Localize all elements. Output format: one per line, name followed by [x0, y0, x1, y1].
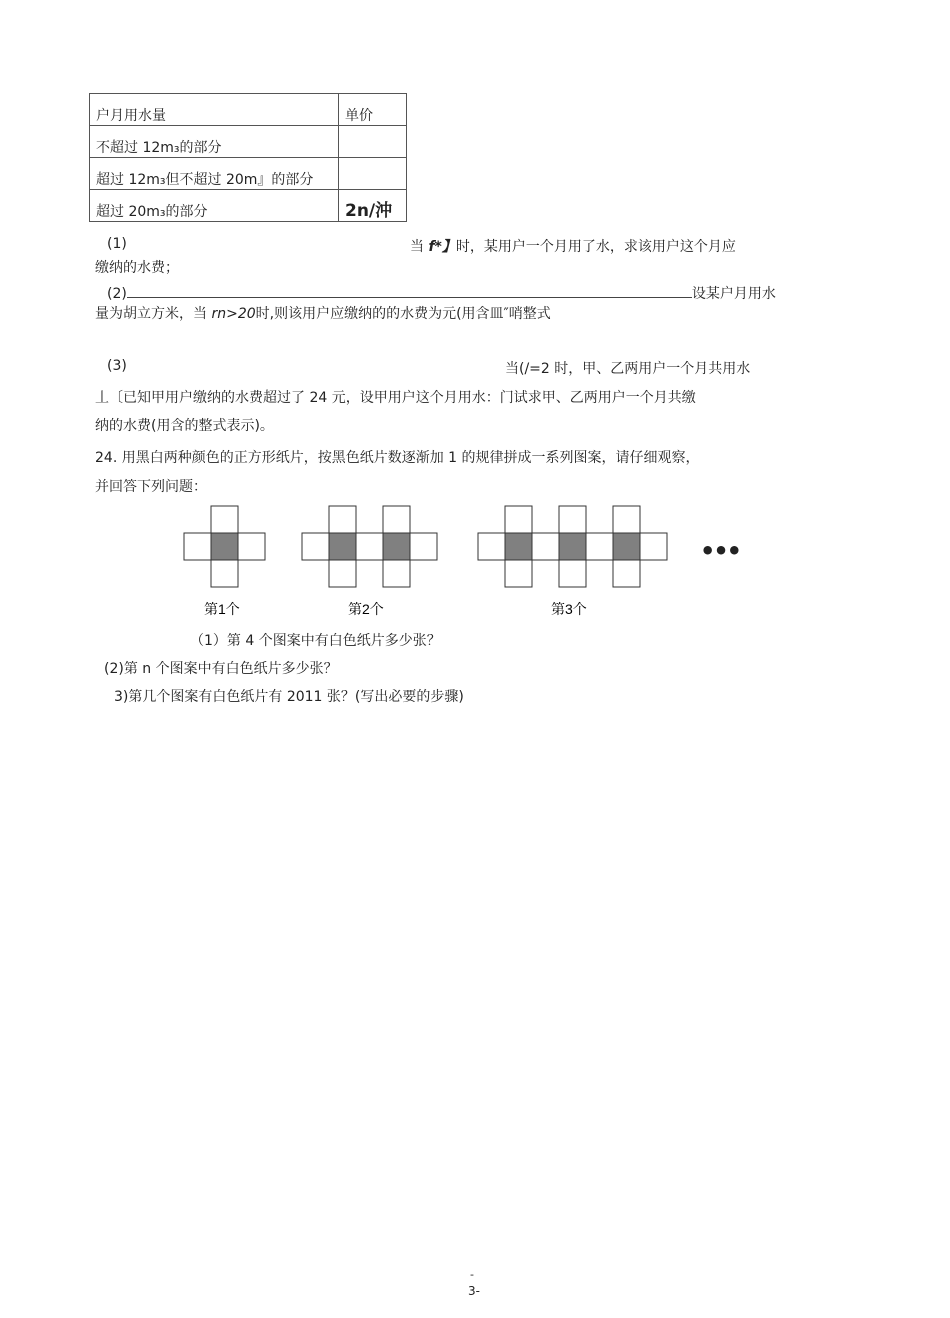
white-tile	[238, 533, 265, 560]
footer-dash: -	[470, 1268, 474, 1281]
table-cell: 超过 12m₃但不超过 20m』的部分	[90, 158, 339, 190]
white-tile	[559, 506, 586, 533]
black-tile	[211, 533, 238, 560]
q1-text-c: 时，某用户一个月用了水，求该用户这个月应	[455, 239, 736, 255]
q2-line2-b: rn>20	[211, 306, 256, 322]
q2-line2-a: 量为胡立方米，当	[95, 306, 212, 322]
white-tile	[640, 533, 667, 560]
white-tile	[211, 506, 238, 533]
q1-number: (1)	[107, 236, 127, 252]
black-tile	[505, 533, 532, 560]
page-number: 3-	[468, 1284, 480, 1298]
white-tile	[410, 533, 437, 560]
q24-sub3: 3)第几个图案有白色纸片有 2011 张？(写出必要的步骤)	[114, 689, 464, 705]
tile-patterns-figure	[0, 0, 950, 640]
q1-text-b: f*】	[428, 239, 456, 255]
q2-number: (2)	[107, 286, 127, 302]
white-tile	[505, 506, 532, 533]
black-tile	[613, 533, 640, 560]
black-tile	[329, 533, 356, 560]
q24-sub1: （1）第 4 个图案中有白色纸片多少张？	[190, 633, 441, 649]
table-cell-price: 2n/沖	[339, 190, 407, 222]
white-tile	[302, 533, 329, 560]
q3-tail: 当(/=2 时，甲、乙两用户一个月共用水	[505, 361, 751, 377]
pattern-caption-3: 第3个	[551, 601, 587, 617]
q3-line2: 丄〔已知甲用户缴纳的水费超过了 24 元，设甲用户这个月用水：门试求甲、乙两用户一个月共缴	[95, 390, 696, 406]
white-tile	[613, 560, 640, 587]
black-tile	[559, 533, 586, 560]
white-tile	[184, 533, 211, 560]
q1-text-a: 当	[410, 239, 429, 255]
white-tile	[478, 533, 505, 560]
tile-patterns	[184, 506, 667, 587]
white-tile	[613, 506, 640, 533]
q2-line2-c: 时,则该用户应缴纳的的水费为元(用含皿″哨整式	[255, 306, 551, 322]
white-tile	[505, 560, 532, 587]
white-tile	[329, 506, 356, 533]
table-cell: 不超过 12m₃的部分	[90, 126, 339, 158]
q2-tail: 设某户月用水	[691, 286, 776, 302]
pattern-caption-2: 第2个	[348, 601, 384, 617]
white-tile	[329, 560, 356, 587]
white-tile	[383, 560, 410, 587]
table-cell: 超过 20m₃的部分	[90, 190, 339, 222]
q24-line1: 24. 用黑白两种颜色的正方形纸片，按黑色纸片数逐渐加 1 的规律拼成一系列图案，请仔细观察，	[95, 450, 700, 466]
white-tile	[211, 560, 238, 587]
black-tile	[383, 533, 410, 560]
q1-line2: 缴纳的水费；	[95, 260, 179, 276]
white-tile	[532, 533, 559, 560]
white-tile	[383, 506, 410, 533]
continuation-dots: •••	[700, 537, 741, 565]
white-tile	[356, 533, 383, 560]
pattern-caption-1: 第1个	[204, 601, 240, 617]
white-tile	[559, 560, 586, 587]
q24-line2: 并回答下列问题：	[95, 479, 207, 495]
q3-number: (3)	[107, 358, 127, 374]
table-header-cell: 户月用水量	[90, 94, 339, 126]
table-header-cell: 单价	[339, 94, 407, 126]
white-tile	[586, 533, 613, 560]
q24-sub2: (2)第 n 个图案中有白色纸片多少张？	[104, 661, 338, 677]
q3-line3: 纳的水费(用含的整式表示)。	[95, 418, 274, 434]
